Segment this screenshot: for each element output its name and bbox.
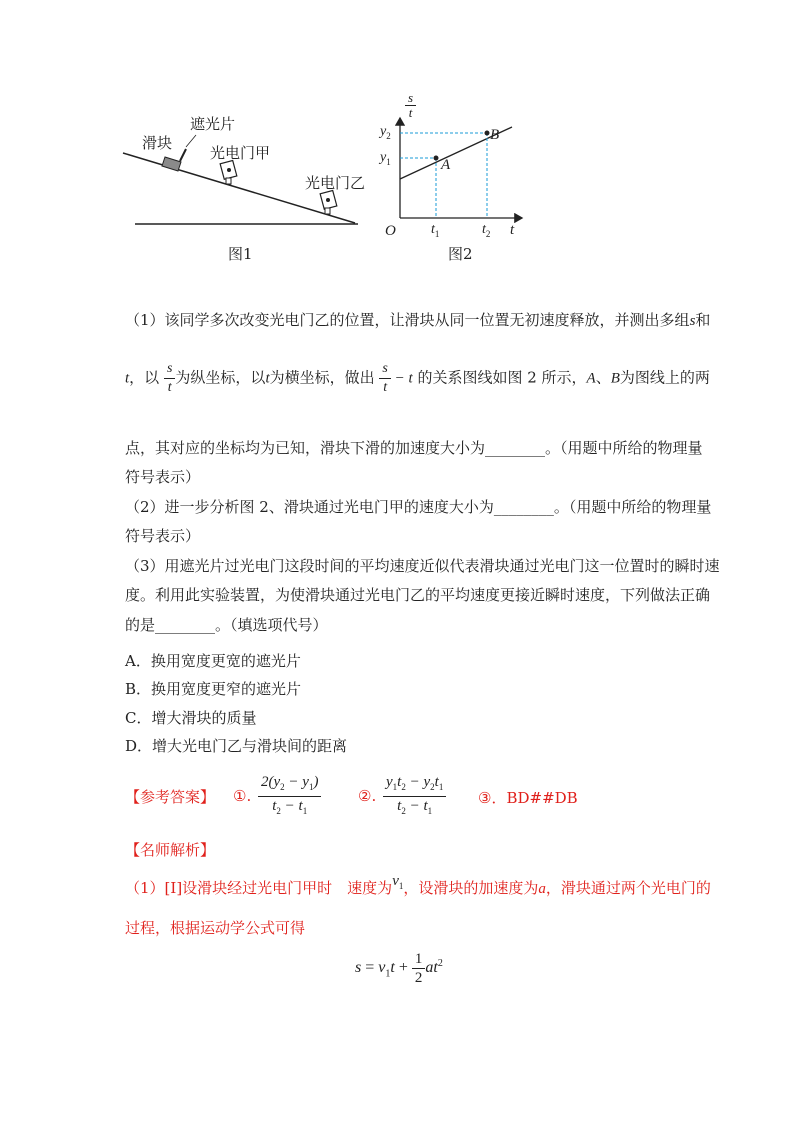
q3-line-3: 的是________。（填选项代号） <box>125 616 328 634</box>
fraction-s-over-t-minus-t: $\frac{s}{t}$ <box>379 360 390 397</box>
analysis-label: 【名师解析】 <box>125 841 216 859</box>
label-gate-2: 光电门乙 <box>305 174 366 192</box>
q3-option-c: C．增大滑块的质量 <box>125 709 257 727</box>
q3-option-b: B．换用宽度更窄的遮光片 <box>125 680 302 698</box>
label-gate-1: 光电门甲 <box>210 144 271 162</box>
point-a <box>434 156 439 161</box>
q1-line-4: 符号表示） <box>125 468 201 486</box>
point-b <box>485 131 490 136</box>
fraction-s-over-t: $\frac{s}{t}$ <box>164 360 175 397</box>
label-point-b: B <box>490 127 500 143</box>
analysis-line-1: （1）[I]设滑块经过光电门甲时 速度为$v_1$，设滑块的加速度为a，滑块通过两个光电门的 <box>125 873 711 897</box>
answer-1-formula: $\frac{2(y_2 - y_1)}{t_2 - t_1}$ <box>258 773 321 820</box>
q3-option-a: A．换用宽度更宽的遮光片 <box>125 652 301 670</box>
label-y1: $y_1$ <box>380 150 391 167</box>
q1-line-3: 点，其对应的坐标均为已知，滑块下滑的加速度大小为________。（用题中所给的物理量 <box>125 439 703 457</box>
slider-block <box>162 157 181 171</box>
label-origin: O <box>385 223 396 239</box>
analysis-line-2: 过程，根据运动学公式可得 <box>125 919 306 937</box>
figure-1-caption: 图1 <box>228 245 253 263</box>
photogate-2 <box>320 190 337 214</box>
formula-displacement: $s = v_1t$ + $\frac{1}{2}$ $at^2$ <box>355 951 443 986</box>
label-point-a: A <box>441 157 451 173</box>
answer-2-formula: $\frac{y_1t_2 - y_2t_1}{t_2 - t_1}$ <box>383 773 446 820</box>
answer-label: 【参考答案】 <box>125 788 216 806</box>
answer-2-marker: ②. <box>358 787 377 805</box>
answer-3: ③．BD##DB <box>478 789 578 807</box>
answer-1-marker: ①. <box>233 787 252 805</box>
q3-option-d: D．增大光电门乙与滑块间的距离 <box>125 737 348 755</box>
axis-y-label: $\frac{s}{t}$ <box>405 91 416 120</box>
shade-strip <box>180 149 186 161</box>
figure-2-graph <box>370 90 540 240</box>
photogate-1 <box>220 160 237 184</box>
q3-line-1: （3）用遮光片过光电门这段时间的平均速度近似代表滑块通过光电门这一位置时的瞬时速 <box>125 557 720 575</box>
label-y2: $y_2$ <box>380 124 391 141</box>
figure-2-caption: 图2 <box>448 245 473 263</box>
q1-line-2: t，以 $\frac{s}{t}$ 为纵坐标，以t为横坐标，做出 $\frac{s}{t}$ − t 的关系图线如图 2 所示，A、B为图线上的两 <box>125 361 710 395</box>
q3-line-2: 度。利用此实验装置，为使滑块通过光电门乙的平均速度更接近瞬时速度，下列做法正确 <box>125 586 711 604</box>
q2-line-2: 符号表示） <box>125 527 201 545</box>
q2-line-1: （2）进一步分析图 2、滑块通过光电门甲的速度大小为________。（用题中所给的物理量 <box>125 498 712 516</box>
label-t1: $t_1$ <box>431 222 440 239</box>
q1-line-1: （1）该同学多次改变光电门乙的位置，让滑块从同一位置无初速度释放，并测出多组s和 <box>125 311 711 329</box>
axis-x-label: t <box>510 222 515 238</box>
label-block: 滑块 <box>142 134 173 152</box>
label-t2: $t_2$ <box>482 222 491 239</box>
label-shade: 遮光片 <box>190 115 236 133</box>
